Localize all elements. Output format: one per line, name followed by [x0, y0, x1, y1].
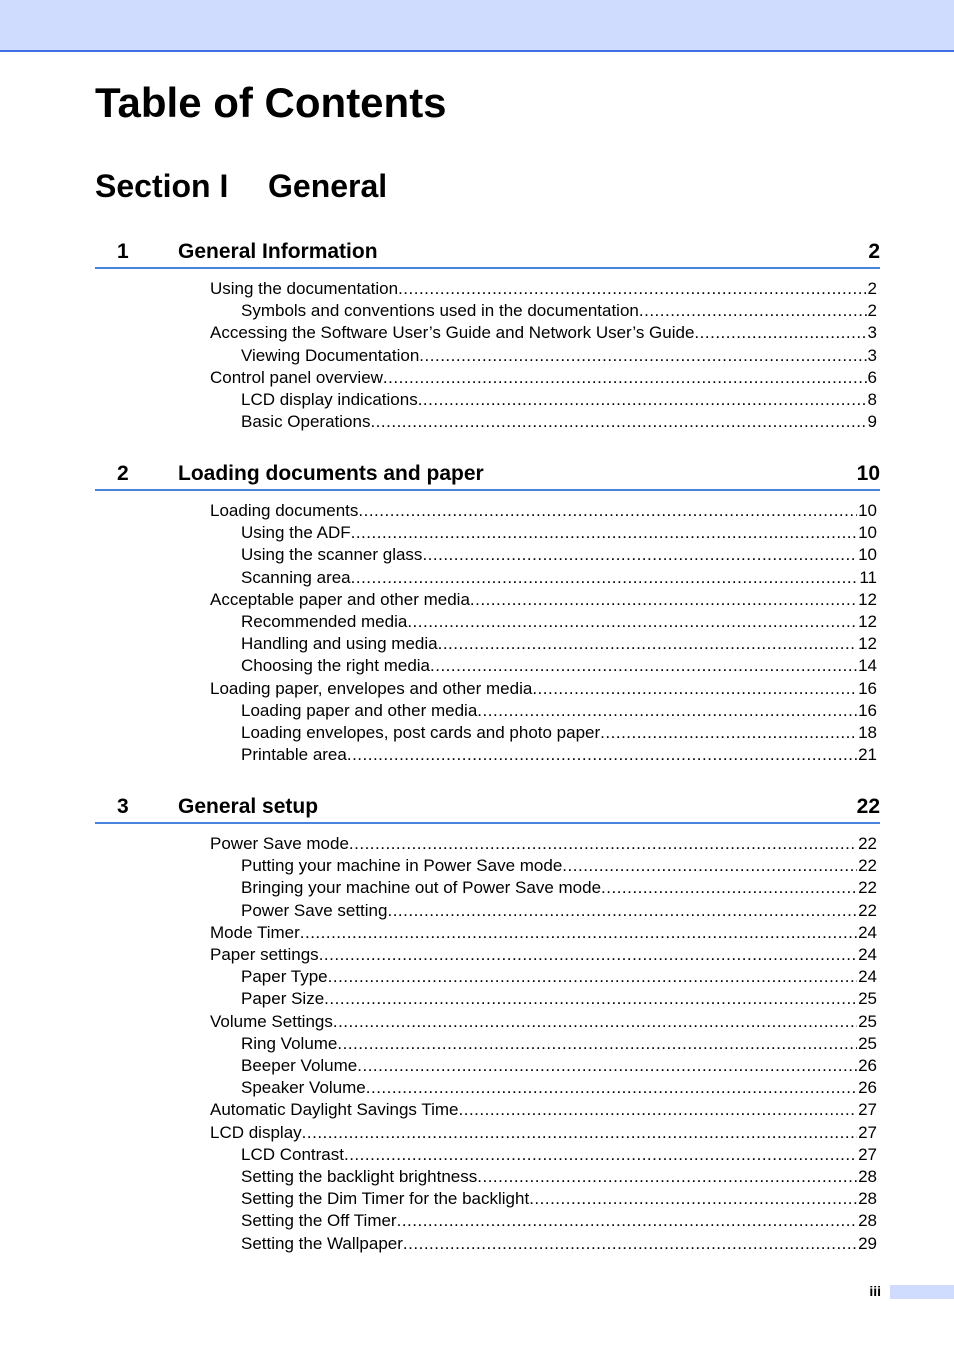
- dot-leader: [470, 589, 857, 611]
- toc-entry-page: 22: [858, 878, 877, 897]
- dot-leader: [407, 611, 857, 633]
- toc-entry[interactable]: [241, 1233, 877, 1255]
- toc-entry-title: LCD Contrast: [241, 1145, 344, 1164]
- chapter-page: 2: [868, 240, 880, 263]
- toc-entry[interactable]: [210, 589, 877, 611]
- toc-entry-page: 2: [867, 279, 877, 298]
- toc-entry[interactable]: [210, 1122, 877, 1144]
- dot-leader: [403, 1233, 857, 1255]
- toc-entry-title: Ring Volume: [241, 1034, 338, 1053]
- dot-leader: [328, 966, 857, 988]
- dot-leader: [366, 1077, 857, 1099]
- toc-entry-page: 11: [859, 568, 877, 587]
- dot-leader: [418, 389, 867, 411]
- toc-entry-title: Using the ADF: [241, 523, 351, 542]
- toc-entry[interactable]: [241, 389, 877, 411]
- toc-entry-page: 16: [858, 679, 877, 698]
- toc-entry-title: Volume Settings: [210, 1012, 333, 1031]
- toc-entry-page: 25: [858, 989, 877, 1008]
- toc-entry-page: 26: [858, 1056, 877, 1075]
- section-heading: [95, 166, 387, 206]
- toc-entry[interactable]: [241, 633, 877, 655]
- toc-entry[interactable]: [210, 500, 877, 522]
- toc-entry[interactable]: [210, 678, 877, 700]
- toc-entry-title: Automatic Daylight Savings Time: [210, 1100, 459, 1119]
- toc-entry-title: Loading envelopes, post cards and photo paper: [241, 723, 601, 742]
- toc-entry-page: 24: [858, 923, 877, 942]
- toc-entry-title: Bringing your machine out of Power Save mode: [241, 878, 602, 897]
- toc-entry-title: Symbols and conventions used in the documentation: [241, 301, 639, 320]
- dot-leader: [347, 744, 857, 766]
- toc-entry[interactable]: [241, 1033, 877, 1055]
- toc-entry-page: 22: [858, 856, 877, 875]
- toc-entry-title: Beeper Volume: [241, 1056, 358, 1075]
- section-number: Section I: [95, 168, 229, 204]
- dot-leader: [438, 633, 857, 655]
- dot-leader: [383, 367, 867, 389]
- dot-leader: [529, 1188, 857, 1210]
- toc-entry[interactable]: [241, 722, 877, 744]
- toc-entry-title: Paper Size: [241, 989, 325, 1008]
- toc-entry-title: Setting the backlight brightness: [241, 1167, 478, 1186]
- dot-leader: [397, 1210, 857, 1232]
- toc-entry-page: 24: [858, 967, 877, 986]
- toc-entry-title: Setting the Dim Timer for the backlight: [241, 1189, 530, 1208]
- toc-entry[interactable]: [241, 855, 877, 877]
- toc-entry-page: 27: [858, 1100, 877, 1119]
- toc-entry-page: 27: [858, 1123, 877, 1142]
- toc-entry-title: Scanning area: [241, 568, 351, 587]
- toc-entry-page: 29: [858, 1234, 877, 1253]
- toc-entry-page: 12: [858, 612, 877, 631]
- toc-entry-title: Setting the Wallpaper: [241, 1234, 403, 1253]
- section-name: General: [268, 168, 388, 204]
- toc-entry[interactable]: [241, 877, 877, 899]
- toc-entry[interactable]: [210, 833, 877, 855]
- toc-entry-title: Viewing Documentation: [241, 346, 420, 365]
- dot-leader: [370, 411, 866, 433]
- toc-entry-title: Paper Type: [241, 967, 328, 986]
- dot-leader: [387, 900, 857, 922]
- toc-entry[interactable]: [241, 966, 877, 988]
- toc-entry-title: Loading paper and other media: [241, 701, 478, 720]
- toc-entry[interactable]: [241, 1166, 877, 1188]
- toc-entry[interactable]: [241, 1188, 877, 1210]
- toc-entry[interactable]: [241, 655, 877, 677]
- toc-entry-page: 22: [858, 901, 877, 920]
- chapter-page: 10: [856, 462, 880, 485]
- toc-entry[interactable]: [241, 522, 877, 544]
- toc-entry-title: LCD display indications: [241, 390, 418, 409]
- toc-entry-title: Control panel overview: [210, 368, 383, 387]
- toc-entry[interactable]: [210, 1099, 877, 1121]
- dot-leader: [430, 655, 857, 677]
- toc-entry[interactable]: [210, 1011, 877, 1033]
- toc-entry-page: 10: [858, 501, 877, 520]
- toc-entry-page: 12: [858, 634, 877, 653]
- chapter-heading[interactable]: [95, 236, 880, 269]
- toc-entry-page: 25: [858, 1034, 877, 1053]
- document-title: Table of Contents: [95, 79, 447, 126]
- toc-entry-title: Handling and using media: [241, 634, 438, 653]
- dot-leader: [422, 544, 857, 566]
- toc-entry[interactable]: [241, 1144, 877, 1166]
- toc-entry-page: 25: [858, 1012, 877, 1031]
- toc-entry[interactable]: [241, 345, 877, 367]
- dot-leader: [357, 1055, 857, 1077]
- toc-entry-page: 8: [867, 390, 877, 409]
- toc-entry[interactable]: [210, 322, 877, 344]
- toc-entry-page: 6: [867, 368, 877, 387]
- dot-leader: [639, 300, 867, 322]
- toc-entry-page: 22: [858, 834, 877, 853]
- toc-entry-page: 16: [858, 701, 877, 720]
- toc-entry[interactable]: [241, 1210, 877, 1232]
- toc-entry[interactable]: [241, 567, 877, 589]
- toc-entry[interactable]: [241, 744, 877, 766]
- toc-entry-page: 10: [858, 523, 877, 542]
- toc-entry-title: Choosing the right media: [241, 656, 431, 675]
- chapter-heading[interactable]: [95, 791, 880, 824]
- toc-entry-title: LCD display: [210, 1123, 302, 1142]
- dot-leader: [694, 322, 866, 344]
- dot-leader: [324, 988, 857, 1010]
- toc-entry-page: 9: [867, 412, 877, 431]
- toc-entry-page: 27: [858, 1145, 877, 1164]
- dot-leader: [300, 922, 857, 944]
- toc-entry-title: Basic Operations: [241, 412, 371, 431]
- dot-leader: [351, 567, 859, 589]
- toc-entry-title: Loading documents: [210, 501, 359, 520]
- toc-entry-title: Putting your machine in Power Save mode: [241, 856, 563, 875]
- toc-entry[interactable]: [241, 1077, 877, 1099]
- toc-entry[interactable]: [241, 900, 877, 922]
- page-number: iii: [869, 1283, 881, 1299]
- dot-leader: [398, 278, 866, 300]
- toc-entry-page: 3: [867, 346, 877, 365]
- dot-leader: [477, 1166, 857, 1188]
- chapter-number: 3: [117, 795, 129, 818]
- toc-entry-title: Using the documentation: [210, 279, 399, 298]
- toc-entry-page: 21: [858, 745, 877, 764]
- dot-leader: [532, 678, 857, 700]
- header-band: [0, 0, 954, 52]
- toc-entry-title: Power Save setting: [241, 901, 388, 920]
- toc-entry[interactable]: [241, 611, 877, 633]
- toc-entry[interactable]: [210, 922, 877, 944]
- chapter-title: Loading documents and paper: [178, 462, 484, 485]
- toc-entry-title: Loading paper, envelopes and other media: [210, 679, 533, 698]
- toc-entry-page: 3: [867, 323, 877, 342]
- chapter-number: 2: [117, 462, 129, 485]
- dot-leader: [333, 1011, 857, 1033]
- toc-entry-title: Accessing the Software User’s Guide and Network User’s Guide: [210, 323, 695, 342]
- toc-entry-page: 24: [858, 945, 877, 964]
- toc-entry-page: 28: [858, 1167, 877, 1186]
- toc-entry-page: 28: [858, 1189, 877, 1208]
- toc-entry-page: 12: [858, 590, 877, 609]
- toc-entry-title: Power Save mode: [210, 834, 349, 853]
- dot-leader: [349, 833, 857, 855]
- toc-entry-page: 10: [858, 545, 877, 564]
- toc-entry[interactable]: [241, 988, 877, 1010]
- toc-entry-title: Mode Timer: [210, 923, 300, 942]
- dot-leader: [459, 1099, 858, 1121]
- dot-leader: [601, 877, 857, 899]
- chapter-page: 22: [856, 795, 880, 818]
- dot-leader: [337, 1033, 857, 1055]
- toc-entry-title: Speaker Volume: [241, 1078, 366, 1097]
- toc-entry-page: 28: [858, 1211, 877, 1230]
- side-tab-marker: [890, 1285, 954, 1299]
- toc-entry-title: Using the scanner glass: [241, 545, 423, 564]
- toc-entry[interactable]: [241, 300, 877, 322]
- toc-entry-page: 18: [858, 723, 877, 742]
- dot-leader: [351, 522, 857, 544]
- dot-leader: [562, 855, 857, 877]
- chapter-title: General Information: [178, 240, 378, 263]
- toc-entry[interactable]: [241, 411, 877, 433]
- dot-leader: [344, 1144, 857, 1166]
- dot-leader: [319, 944, 857, 966]
- dot-leader: [477, 700, 857, 722]
- toc-entry[interactable]: [241, 1055, 877, 1077]
- toc-entry-page: 26: [858, 1078, 877, 1097]
- toc-entry[interactable]: [241, 700, 877, 722]
- chapter-heading[interactable]: [95, 458, 880, 491]
- toc-entry-page: 2: [867, 301, 877, 320]
- dot-leader: [302, 1122, 857, 1144]
- toc-entry-title: Paper settings: [210, 945, 319, 964]
- toc-entry-title: Printable area: [241, 745, 347, 764]
- toc-entry[interactable]: [241, 544, 877, 566]
- toc-entry-title: Setting the Off Timer: [241, 1211, 397, 1230]
- toc-entry-title: Acceptable paper and other media: [210, 590, 470, 609]
- dot-leader: [358, 500, 857, 522]
- toc-entry[interactable]: [210, 367, 877, 389]
- chapter-number: 1: [117, 240, 129, 263]
- toc-entry[interactable]: [210, 278, 877, 300]
- chapter-title: General setup: [178, 795, 319, 818]
- toc-entry-title: Recommended media: [241, 612, 408, 631]
- toc-entry-page: 14: [858, 656, 877, 675]
- toc-entry[interactable]: [210, 944, 877, 966]
- dot-leader: [600, 722, 857, 744]
- dot-leader: [419, 345, 866, 367]
